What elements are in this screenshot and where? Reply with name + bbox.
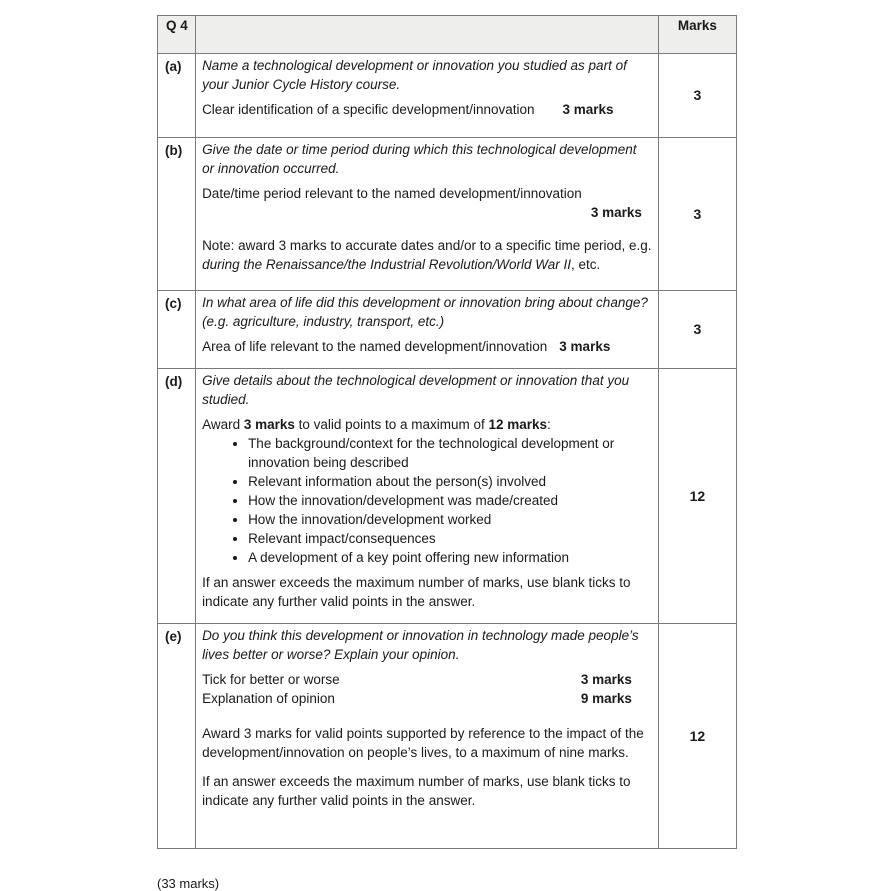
- award-points: 3 marks: [243, 417, 295, 432]
- marks-value: 3: [658, 54, 736, 138]
- marks-value: 3: [658, 291, 736, 369]
- criterion-line: [202, 689, 652, 708]
- list-item: • How the innovation/development was made/created: [248, 491, 652, 510]
- criterion-line: [202, 100, 652, 119]
- list-item: • The background/context for the technological development or innovation being described: [248, 434, 652, 472]
- note-text: If an answer exceeds the maximum number of marks, use blank ticks to indicate any further valid points in the answer.: [202, 774, 631, 808]
- part-e-content: [196, 624, 659, 849]
- part-label: (a): [158, 54, 196, 138]
- part-label: (b): [158, 138, 196, 291]
- question-text: Give details about the technological development or innovation that you studied.: [202, 373, 630, 407]
- award-mid: to valid points to a maximum of: [294, 417, 489, 432]
- part-d-content: [196, 369, 659, 624]
- award-suffix: :: [547, 417, 551, 432]
- part-label: (d): [158, 369, 196, 624]
- part-b-row: [158, 138, 737, 291]
- marks-value: 12: [658, 369, 736, 624]
- part-label: (c): [158, 291, 196, 369]
- note-suffix: , etc.: [571, 257, 601, 272]
- part-b-content: [196, 138, 659, 291]
- criterion-marks: 3 marks: [562, 102, 614, 117]
- criterion-line: [202, 670, 652, 689]
- list-item: • A development of a key point offering new information: [248, 548, 652, 567]
- criterion-marks: 3 marks: [590, 205, 642, 220]
- marking-scheme-table: [157, 15, 737, 849]
- header-blank: [196, 16, 659, 54]
- award-prefix: Award: [202, 417, 244, 432]
- list-item: • Relevant information about the person(s) involved: [248, 472, 652, 491]
- part-c-content: [196, 291, 659, 369]
- criterion-marks: 9 marks: [580, 691, 632, 706]
- award-text: Award 3 marks for valid points supported by reference to the impact of the development/innovation on people’s lives, to a maximum of nine marks.: [202, 726, 644, 760]
- marks-header: Marks: [658, 16, 736, 54]
- note-text: If an answer exceeds the maximum number of marks, use blank ticks to indicate any further valid points in the answer.: [202, 575, 631, 609]
- part-e-row: [158, 624, 737, 849]
- marks-value: 12: [658, 624, 736, 849]
- criterion-line: [202, 337, 652, 356]
- criterion-text: Tick for better or worse: [202, 672, 340, 687]
- note-text: [202, 236, 652, 274]
- question-text: Do you think this development or innovation in technology made people’s lives better or worse? Explain your opinion.: [202, 628, 639, 662]
- total-marks: (33 marks): [157, 876, 220, 891]
- criterion-marks: 3 marks: [559, 339, 611, 354]
- note-prefix: Note: award 3 marks to accurate dates and/or to a specific time period, e.g.: [202, 238, 652, 253]
- note-examples: during the Renaissance/the Industrial Revolution/World War II: [202, 257, 571, 272]
- part-c-row: [158, 291, 737, 369]
- marks-value: 3: [658, 138, 736, 291]
- part-a-row: [158, 54, 737, 138]
- criterion-text: Clear identification of a specific development/innovation: [202, 102, 535, 117]
- question-text: Name a technological development or innovation you studied as part of your Junior Cycle History course.: [202, 58, 627, 92]
- part-a-content: [196, 54, 659, 138]
- part-d-row: [158, 369, 737, 624]
- part-label: (e): [158, 624, 196, 849]
- award-text: [202, 415, 652, 434]
- question-text: Give the date or time period during which this technological development or innovation occurred.: [202, 142, 637, 176]
- award-max: 12 marks: [488, 417, 548, 432]
- criterion-text: Date/time period relevant to the named development/innovation: [202, 186, 582, 201]
- criterion-text: Explanation of opinion: [202, 691, 335, 706]
- question-number: Q 4: [158, 16, 196, 54]
- list-item: • Relevant impact/consequences: [248, 529, 652, 548]
- criterion-text: Area of life relevant to the named development/innovation: [202, 339, 548, 354]
- header-row: [158, 16, 737, 54]
- criterion-marks: 3 marks: [580, 672, 632, 687]
- list-item: • How the innovation/development worked: [248, 510, 652, 529]
- criteria-list: [202, 434, 652, 567]
- question-text: In what area of life did this development or innovation bring about change? (e.g. agriculture, industry, transport, etc.): [202, 295, 648, 329]
